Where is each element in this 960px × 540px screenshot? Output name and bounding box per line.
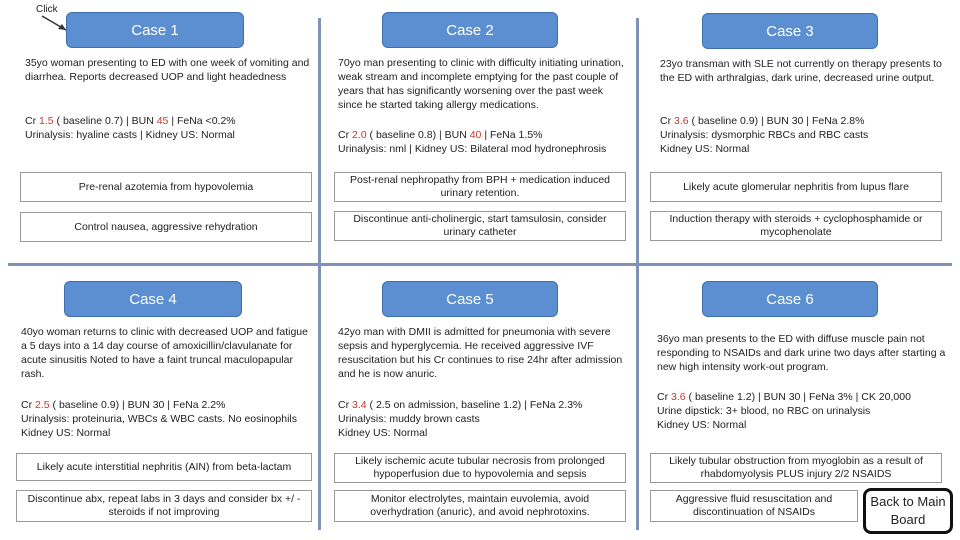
case-3-treatment: Induction therapy with steroids + cyclophosphamide or mycophenolate (650, 211, 942, 241)
case-4-description: 40yo woman returns to clinic with decreased UOP and fatigue a 5 days into a 14 day course of amoxicillin/clavulanate for acute sinusitis Noted to have a faint truncal maculopapular rash. (21, 326, 308, 380)
case-5-labs: Cr 3.4 ( 2.5 on admission, baseline 1.2) | FeNa 2.3% Urinalysis: muddy brown casts Kidney US: Normal (338, 399, 583, 439)
case-1-treatment: Control nausea, aggressive rehydration (20, 212, 312, 242)
case-2-description: 70yo man presenting to clinic with difficulty initiating urination, weak stream and incomplete emptying for the past couple of years that has significantly worsening over the past week since he started taking allergy medications. (338, 57, 624, 111)
divider-vertical-right (636, 18, 639, 530)
divider-vertical-left (318, 18, 321, 530)
case-1-labs: Cr 1.5 ( baseline 0.7) | BUN 45 | FeNa <0.2% Urinalysis: hyaline casts | Kidney US: Normal (25, 115, 236, 141)
case-5-cr-value: 3.4 (352, 399, 367, 411)
case-1-diagnosis: Pre-renal azotemia from hypovolemia (20, 172, 312, 202)
case-1-description: 35yo woman presenting to ED with one week of vomiting and diarrhea. Reports decreased UOP and light headedness (25, 57, 310, 83)
case-3-button[interactable]: Case 3 (702, 13, 878, 49)
case-5-button[interactable]: Case 5 (382, 281, 558, 317)
divider-horizontal (8, 263, 952, 266)
case-5-treatment: Monitor electrolytes, maintain euvolemia, avoid overhydration (anuric), and avoid nephrotoxins. (334, 490, 626, 522)
case-5-description: 42yo man with DMII is admitted for pneumonia with severe sepsis and hyperglycemia. He received aggressive IVF resuscitation but his Cr continues to rise 24hr after admission and he is now anuric. (338, 326, 623, 380)
case-6-treatment: Aggressive fluid resuscitation and discontinuation of NSAIDs (650, 490, 858, 522)
case-1-bun-value: 45 (156, 115, 169, 127)
case-2-cr-value: 2.0 (352, 129, 367, 141)
case-3-cr-value: 3.6 (674, 115, 689, 127)
click-label: Click (36, 4, 58, 15)
case-3-description: 23yo transman with SLE not currently on therapy presents to the ED with arthralgias, dark urine, decreased urine output. (660, 58, 942, 84)
case-2-diagnosis: Post-renal nephropathy from BPH + medication induced urinary retention. (334, 172, 626, 202)
case-2-bun-value: 40 (469, 129, 482, 141)
back-to-main-board-button[interactable]: Back to Main Board (863, 488, 953, 534)
case-6-diagnosis: Likely tubular obstruction from myoglobin as a result of rhabdomyolysis PLUS injury 2/2 NSAIDS (650, 453, 942, 483)
case-6-labs: Cr 3.6 ( baseline 1.2) | BUN 30 | FeNa 3% | CK 20,000 Urine dipstick: 3+ blood, no RBC on urinalysis Kidney US: Normal (657, 391, 911, 431)
case-2-treatment: Discontinue anti-cholinergic, start tamsulosin, consider urinary catheter (334, 211, 626, 241)
case-2-button[interactable]: Case 2 (382, 12, 558, 48)
case-4-diagnosis: Likely acute interstitial nephritis (AIN) from beta-lactam (16, 453, 312, 481)
case-4-cr-value: 2.5 (35, 399, 50, 411)
case-4-labs: Cr 2.5 ( baseline 0.9) | BUN 30 | FeNa 2.2% Urinalysis: proteinuria, WBCs & WBC casts. No eosinophils Kidney US: Normal (21, 399, 298, 439)
case-5-diagnosis: Likely ischemic acute tubular necrosis from prolonged hypoperfusion due to hypovolemia and sepsis (334, 453, 626, 483)
case-4-treatment: Discontinue abx, repeat labs in 3 days and consider bx +/ - steroids if not improving (16, 490, 312, 522)
case-4-button[interactable]: Case 4 (64, 281, 242, 317)
case-1-button[interactable]: Case 1 (66, 12, 244, 48)
case-3-labs: Cr 3.6 ( baseline 0.9) | BUN 30 | FeNa 2.8% Urinalysis: dysmorphic RBCs and RBC casts Kidney US: Normal (660, 115, 869, 155)
case-6-description: 36yo man presents to the ED with diffuse muscle pain not responding to NSAIDs and dark urine two days after starting a new high intensity work-out program. (657, 333, 946, 373)
case-3-diagnosis: Likely acute glomerular nephritis from lupus flare (650, 172, 942, 202)
case-6-cr-value: 3.6 (671, 391, 686, 403)
case-2-labs: Cr 2.0 ( baseline 0.8) | BUN 40 | FeNa 1.5% Urinalysis: nml | Kidney US: Bilateral mod hydronephrosis (338, 129, 607, 155)
case-1-cr-value: 1.5 (39, 115, 54, 127)
case-6-button[interactable]: Case 6 (702, 281, 878, 317)
